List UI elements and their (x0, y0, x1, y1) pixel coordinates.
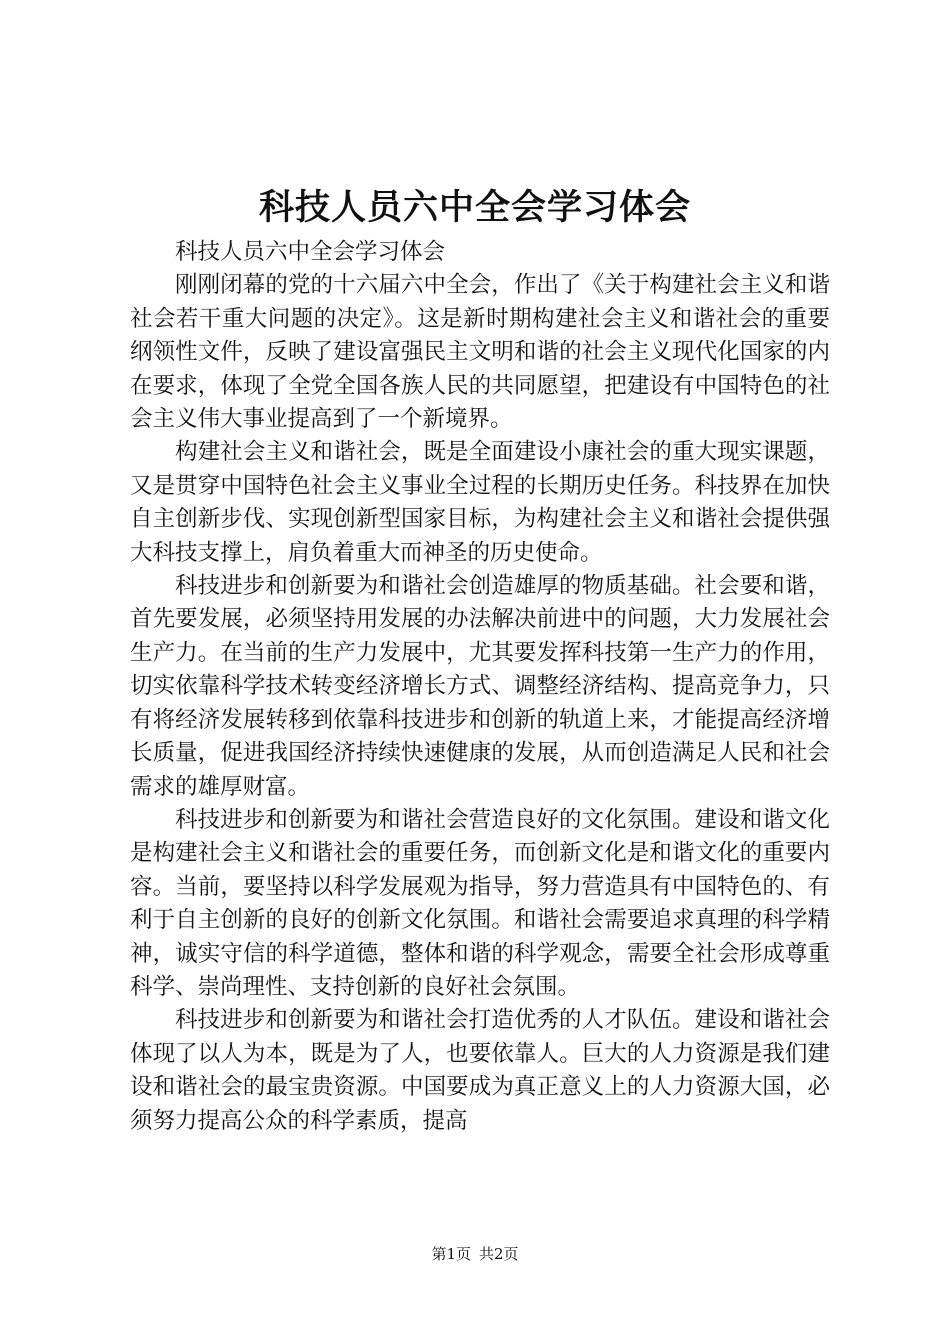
paragraph-2: 构建社会主义和谐社会，既是全面建设小康社会的重大现实课题，又是贯穿中国特色社会主义事业全过程的长期历史任务。科技界在加快自主创新步伐、实现创新型国家目标，为构建社会主义和谐社会提供强大科技支撑上，肩负着重大而神圣的历史使命。 (130, 439, 830, 566)
paragraph-1: 刚刚闭幕的党的十六届六中全会，作出了《关于构建社会主义和谐社会若干重大问题的决定》。这是新时期构建社会主义和谐社会的重要纲领性文件，反映了建设富强民主文明和谐的社会主义现代化国家的内在要求，体现了全党全国各族人民的共同愿望，把建设有中国特色的社会主义伟大事业提高到了一个新境界。 (130, 272, 830, 433)
page-number: 第1页 (431, 1245, 471, 1263)
paragraph-5: 科技进步和创新要为和谐社会打造优秀的人才队伍。建设和谐社会体现了以人为本，既是为了人，也要依靠人。巨大的人力资源是我们建设和谐社会的最宝贵资源。中国要成为真正意义上的人力资源大国，必须努力提高公众的科学素质，提高 (130, 1007, 830, 1134)
document-body (130, 236, 830, 1138)
page-total: 共2页 (479, 1245, 519, 1263)
page-footer (0, 1244, 950, 1264)
paragraph-subtitle: 科技人员六中全会学习体会 (175, 239, 446, 265)
document-title: 科技人员六中全会学习体会 (258, 187, 691, 228)
paragraph-3: 科技进步和创新要为和谐社会创造雄厚的物质基础。社会要和谐，首先要发展，必须坚持用发展的办法解决前进中的问题，大力发展社会生产力。在当前的生产力发展中，尤其要发挥科技第一生产力的作用，切实依靠科学技术转变经济增长方式、调整经济结构、提高竞争力，只有将经济发展转移到依靠科技进步和创新的轨道上来，才能提高经济增长质量，促进我国经济持续快速健康的发展，从而创造满足人民和社会需求的雄厚财富。 (130, 573, 830, 800)
paragraph-4: 科技进步和创新要为和谐社会营造良好的文化氛围。建设和谐文化是构建社会主义和谐社会的重要任务，而创新文化是和谐文化的重要内容。当前，要坚持以科学发展观为指导，努力营造具有中国特色的、有利于自主创新的良好的创新文化氛围。和谐社会需要追求真理的科学精神，诚实守信的科学道德，整体和谐的科学观念，需要全社会形成尊重科学、崇尚理性、支持创新的良好社会氛围。 (130, 806, 830, 1000)
